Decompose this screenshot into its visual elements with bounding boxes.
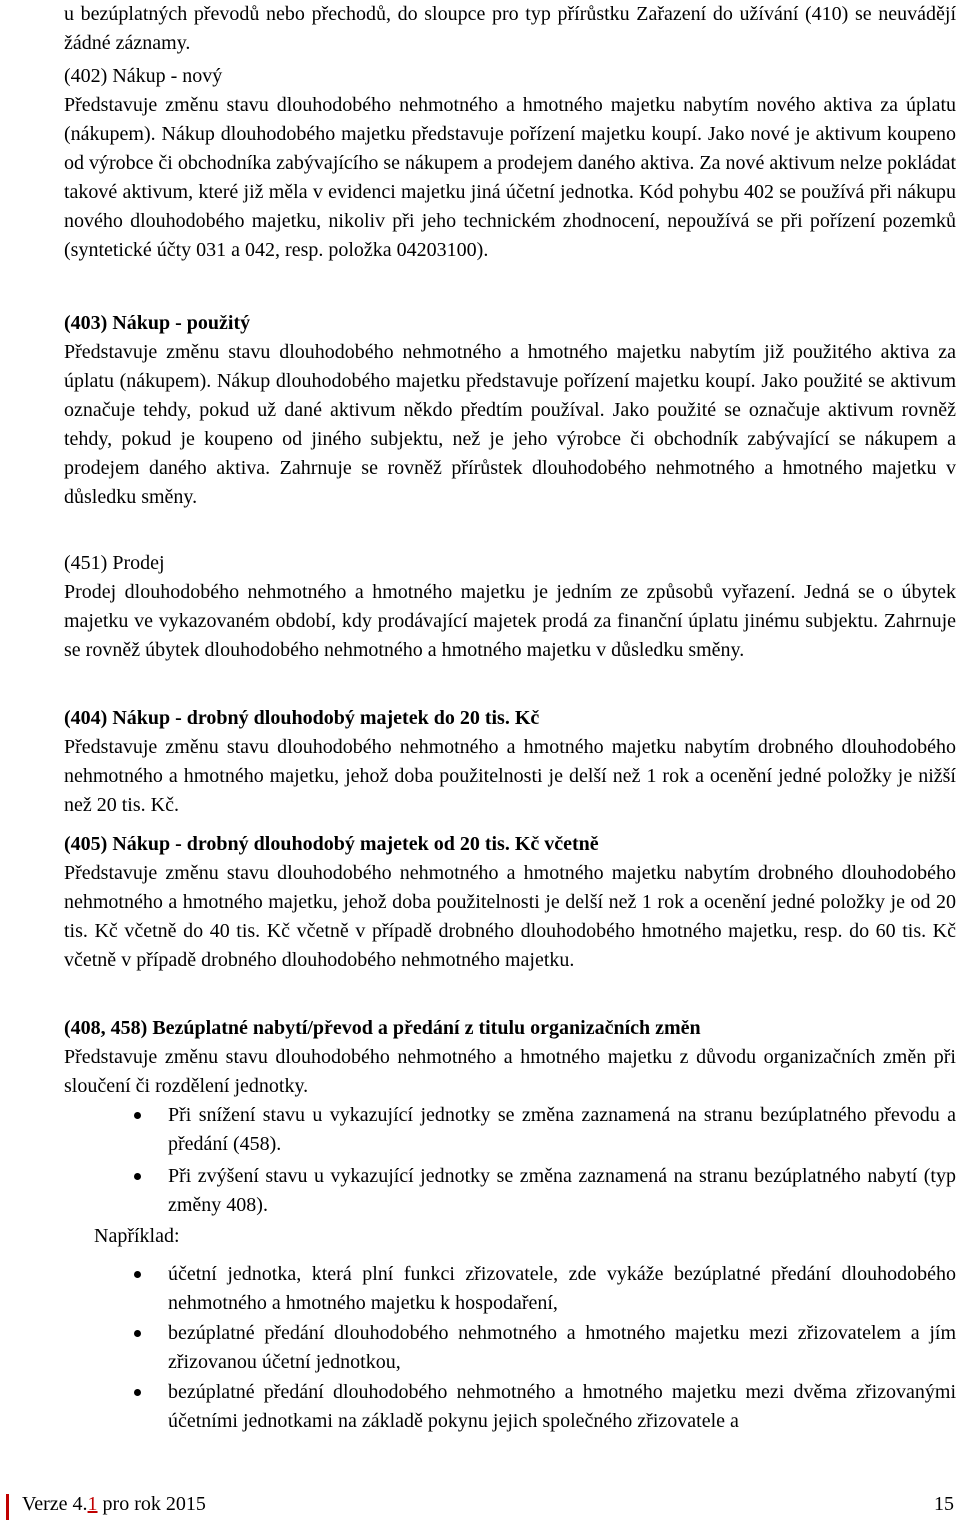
section-title: (403) Nákup - použitý xyxy=(64,312,251,334)
section-408-458 xyxy=(64,1014,956,1101)
section-402 xyxy=(64,62,956,265)
list-item xyxy=(64,1101,956,1159)
list-item-text: Při snížení stavu u vykazující jednotky se změna zaznamená na stranu bezúplatného převodu a předání (458). xyxy=(168,1104,956,1155)
section-404 xyxy=(64,704,956,820)
list-item-text: bezúplatné předání dlouhodobého nehmotného a hmotného majetku mezi zřizovatelem a jím zřizovanou účetní jednotkou, xyxy=(168,1322,956,1373)
footer-version xyxy=(22,1493,206,1516)
bullet-icon xyxy=(134,1330,141,1337)
footer-version-suffix: pro rok 2015 xyxy=(97,1493,206,1515)
section-403 xyxy=(64,309,956,512)
section-body: Představuje změnu stavu dlouhodobého nehmotného a hmotného majetku nabytím již použitého aktiva za úplatu (nákupem). Nákup dlouhodobého majetku představuje pořízení majetku koupí. Jako použité se aktivum označuje tehdy, pokud už dané aktivum někdo předtím používal. Jako použité se označuje aktivum rovněž tehdy, pokud je koupeno od jiného subjektu, než je jeho výrobce či obchodník zabývající se nákupem a prodejem daného aktiva. Zahrnuje se rovněž přírůstek dlouhodobého nehmotného a hmotného majetku v důsledku směny. xyxy=(64,341,956,508)
example-label: Například: xyxy=(94,1225,180,1247)
footer-version-minor: 1 xyxy=(87,1493,98,1515)
section-body: Představuje změnu stavu dlouhodobého nehmotného a hmotného majetku nabytím drobného dlouhodobého nehmotného a hmotného majetku, jehož doba použitelnosti je delší než 1 rok a ocenění jedné položky je od 20 tis. Kč včetně do 40 tis. Kč včetně v případě drobného dlouhodobého hmotného majetku, resp. do 60 tis. Kč včetně v případě drobného dlouhodobého nehmotného majetku. xyxy=(64,862,956,971)
section-body: Prodej dlouhodobého nehmotného a hmotného majetku je jedním ze způsobů vyřazení. Jedná se o úbytek majetku ve vykazovaném období, kdy prodávající majetek prodá za finanční úplatu jinému subjektu. Zahrnuje se rovněž úbytek dlouhodobého nehmotného a hmotného majetku v důsledku směny. xyxy=(64,581,956,661)
bullet-list-changes xyxy=(64,1101,956,1220)
section-title: (451) Prodej xyxy=(64,552,165,574)
list-item-text: Při zvýšení stavu u vykazující jednotky se změna zaznamená na stranu bezúplatného nabytí (typ změny 408). xyxy=(168,1165,956,1216)
section-451 xyxy=(64,549,956,665)
list-item xyxy=(64,1162,956,1220)
section-body: Představuje změnu stavu dlouhodobého nehmotného a hmotného majetku nabytím nového aktiva za úplatu (nákupem). Nákup dlouhodobého majetku představuje pořízení majetku koupí. Jako nové je aktivum koupeno od výrobce či obchodníka zabývajícího se nákupem a prodejem daného aktiva. Za nové aktivum nelze pokládat takové aktivum, které již měla v evidenci majetku jiná účetní jednotka. Kód pohybu 402 se používá při nákupu nového dlouhodobého majetku, nikoliv při jeho technickém zhodnocení, nepoužívá se při pořízení pozemků (syntetické účty 031 a 042, resp. položka 04203100). xyxy=(64,94,956,261)
footer-version-prefix: Verze 4. xyxy=(22,1493,88,1515)
section-body: Představuje změnu stavu dlouhodobého nehmotného a hmotného majetku z důvodu organizačních změn při sloučení či rozdělení jednotky. xyxy=(64,1046,956,1097)
top-paragraph: u bezúplatných převodů nebo přechodů, do sloupce pro typ přírůstku Zařazení do užívání (410) se neuvádějí žádné záznamy. xyxy=(64,3,956,54)
section-title: (405) Nákup - drobný dlouhodobý majetek od 20 tis. Kč včetně xyxy=(64,833,599,855)
list-item-text: bezúplatné předání dlouhodobého nehmotného a hmotného majetku mezi dvěma zřizovanými účetními jednotkami na základě pokynu jejich společného zřizovatele a xyxy=(168,1381,956,1432)
section-title: (402) Nákup - nový xyxy=(64,65,223,87)
list-item xyxy=(64,1319,956,1377)
footer-accent-bar xyxy=(6,1494,9,1520)
list-item xyxy=(64,1378,956,1436)
section-body: Představuje změnu stavu dlouhodobého nehmotného a hmotného majetku nabytím drobného dlouhodobého nehmotného a hmotného majetku, jehož doba použitelnosti je delší než 1 rok a ocenění jedné položky je nižší než 20 tis. Kč. xyxy=(64,736,956,816)
section-title: (404) Nákup - drobný dlouhodobý majetek do 20 tis. Kč xyxy=(64,707,540,729)
bullet-icon xyxy=(134,1271,141,1278)
page-number: 15 xyxy=(934,1493,954,1515)
bullet-icon xyxy=(134,1389,141,1396)
page-footer xyxy=(0,1488,960,1523)
list-item-text: účetní jednotka, která plní funkci zřizovatele, zde vykáže bezúplatné předání dlouhodobého nehmotného a hmotného majetku k hospodaření, xyxy=(168,1263,956,1314)
section-405 xyxy=(64,830,956,975)
bullet-list-examples xyxy=(64,1260,956,1436)
bullet-icon xyxy=(134,1173,141,1180)
section-title: (408, 458) Bezúplatné nabytí/převod a předání z titulu organizačních změn xyxy=(64,1017,701,1039)
bullet-icon xyxy=(134,1112,141,1119)
list-item xyxy=(64,1260,956,1318)
